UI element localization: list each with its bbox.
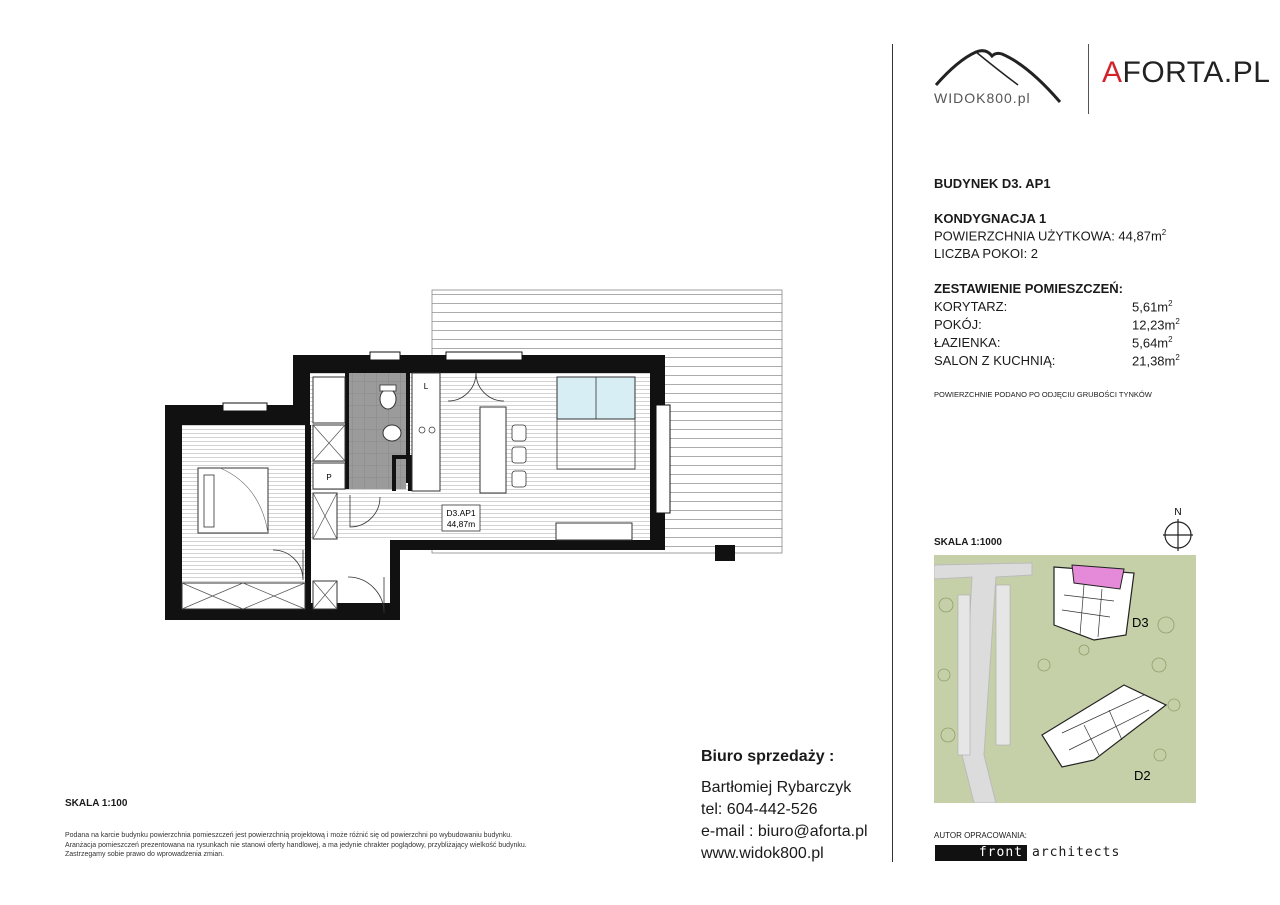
room-row: SALON Z KUCHNIĄ: $21,38m^2$ (934, 353, 1180, 369)
room-row: ŁAZIENKA: $5,64m^2$ (934, 335, 1173, 351)
aforta-logo-text: FORTA.PL (1122, 56, 1271, 89)
floor-label: KONDYGNACJA 1 (934, 211, 1047, 226)
author-label: AUTOR OPRACOWANIA: (934, 831, 1027, 840)
sales-phone[interactable]: tel: 604-442-526 (701, 801, 818, 818)
laundry-label: L (423, 382, 429, 391)
sales-email[interactable]: e-mail : biuro@aforta.pl (701, 823, 868, 840)
room-row: KORYTARZ: $5,61m^2$ (934, 299, 1173, 315)
page-divider (892, 44, 893, 862)
floor-plan-scale: SKALA 1:100 (65, 798, 128, 809)
author-brand-front: front (935, 845, 1027, 861)
disclaimer: Podana na karcie budynku powierzchnia pomieszczeń jest powierzchnią projektową i może różnić się od powierzchni po wybudowaniu budynku. Aranżacja pomieszczeń prezentowana na rysunkach nie stanowi oferty handlowej, a ma jedynie chrakter poglądowy, przybliżający wielkość budynku. Zastrzegamy sobie prawo do wprowadzenia zmian. (65, 832, 527, 858)
widok800-logo-text: WIDOK800.pl (934, 90, 1031, 106)
aforta-logo-lead: A (1102, 56, 1123, 89)
sales-contact-name: Bartłomiej Rybarczyk (701, 779, 852, 796)
area-note: POWIERZCHNIE PODANO PO ODJĘCIU GRUBOŚCI TYNKÓW (934, 390, 1152, 399)
north-label: N (1174, 507, 1182, 518)
building-label-d3: D3 (1132, 615, 1149, 630)
room-row: POKÓJ: $12,23m^2$ (934, 317, 1180, 333)
usable-area: POWIERZCHNIA UŻYTKOWA: $44,87m^2$ (934, 228, 1167, 244)
author-brand-architects: architects (1032, 845, 1121, 860)
unit-area: 44,87m (446, 519, 476, 529)
building-title: BUDYNEK D3. AP1 (934, 176, 1051, 191)
sales-heading: Biuro sprzedaży : (701, 748, 835, 765)
site-plan-scale: SKALA 1:1000 (934, 537, 1002, 548)
unit-label: D3.AP1 (446, 508, 476, 518)
aforta-logo (1102, 56, 1270, 90)
site-plan-map (934, 555, 1196, 803)
rooms-count: LICZBA POKOI: 2 (934, 246, 1039, 261)
building-label-d2: D2 (1134, 768, 1151, 783)
floor-plan (160, 285, 790, 625)
north-arrow-icon (1160, 505, 1196, 551)
pump-label: P (326, 473, 332, 482)
rooms-heading: ZESTAWIENIE POMIESZCZEŃ: (934, 281, 1123, 296)
sales-website[interactable]: www.widok800.pl (701, 845, 824, 862)
logo-divider (1088, 44, 1089, 114)
